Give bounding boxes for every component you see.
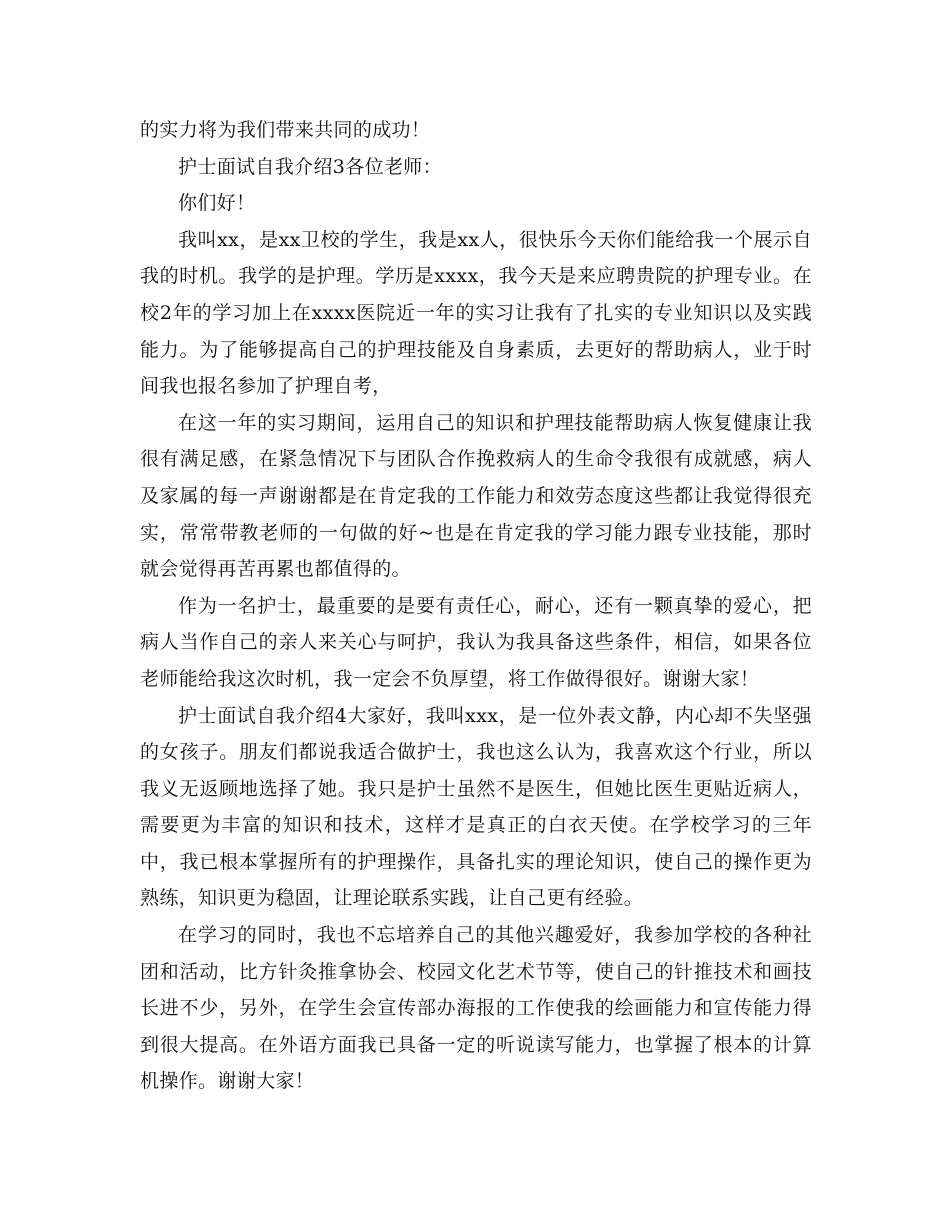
document-body <box>140 112 812 1100</box>
paragraph-self-intro: 我叫xx，是xx卫校的学生，我是xx人，很快乐今天你们能给我一个展示自我的时机。我学的是护理。学历是xxxx，我今天是来应聘贵院的护理专业。在校2年的学习加上在xxxx医院近一年的实习让我有了扎实的专业知识以及实践能力。为了能够提高自己的护理技能及自身素质，去更好的帮助病人，业于时间我也报名参加了护理自考， <box>140 228 812 398</box>
paragraph-heading-intro-3: 护士面试自我介绍3各位老师： <box>178 155 442 178</box>
paragraph-greeting: 你们好！ <box>178 192 256 215</box>
paragraph-nurse-qualities: 作为一名护士，最重要的是要有责任心，耐心，还有一颗真挚的爱心，把病人当作自己的亲人来关心与呵护，我认为我具备这些条件，相信，如果各位老师能给我这次时机，我一定会不负厚望，将工作做得很好。谢谢大家！ <box>140 594 812 690</box>
paragraph-intro-4: 护士面试自我介绍4大家好，我叫xxx，是一位外表文静，内心却不失坚强的女孩子。朋友们都说我适合做护士，我也这么认为，我喜欢这个行业，所以我义无返顾地选择了她。我只是护士虽然不是医生，但她比医生更贴近病人，需要更为丰富的知识和技术，这样才是真正的白衣天使。在学校学习的三年中，我已根本掌握所有的护理操作，具备扎实的理论知识，使自己的操作更为熟练，知识更为稳固，让理论联系实践，让自己更有经验。 <box>140 704 812 910</box>
paragraph-hobbies: 在学习的同时，我也不忘培养自己的其他兴趣爱好，我参加学校的各种社团和活动，比方针灸推拿协会、校园文化艺术节等，使自己的针推技术和画技长进不少，另外，在学生会宣传部办海报的工作使我的绘画能力和宣传能力得到很大提高。在外语方面我已具备一定的听说读写能力，也掌握了根本的计算机操作。谢谢大家！ <box>140 924 812 1093</box>
paragraph-internship: 在这一年的实习期间，运用自己的知识和护理技能帮助病人恢复健康让我很有满足感，在紧急情况下与团队合作挽救病人的生命令我很有成就感，病人及家属的每一声谢谢都是在肯定我的工作能力和效劳态度这些都让我觉得很充实，常常带教老师的一句做的好~也是在肯定我的学习能力跟专业技能，那时就会觉得再苦再累也都值得的。 <box>140 411 812 581</box>
paragraph-continuation: 的实力将为我们带来共同的成功！ <box>140 119 431 141</box>
